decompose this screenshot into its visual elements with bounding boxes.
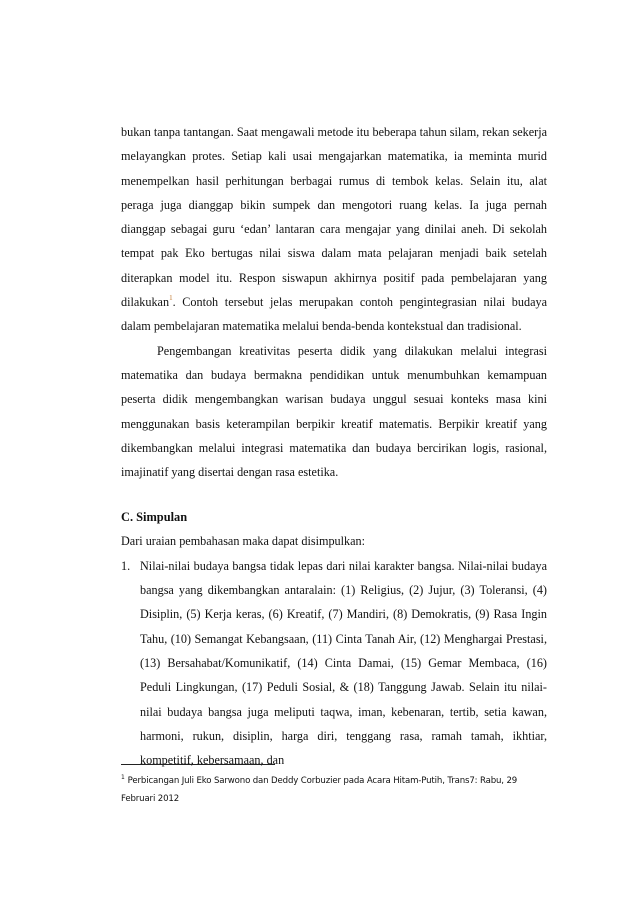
footnote-text: Perbicangan Juli Eko Sarwono dan Deddy Corbuzier pada Acara Hitam-Putih, Trans7: Rabu, 29 Februari 2012	[121, 776, 518, 804]
body-paragraph-1	[121, 120, 547, 339]
list-item-text: Nilai-nilai budaya bangsa tidak lepas dari nilai karakter bangsa. Nilai-nilai budaya bangsa yang dikembangkan antaralain: (1) Religius, (2) Jujur, (3) Toleransi, (4) Disiplin, (5) Kerja keras, (6) Kreatif, (7) Mandiri, (8) Demokratis, (9) Rasa Ingin Tahu, (10) Semangat Kebangsaan, (11) Cinta Tanah Air, (12) Menghargai Prestasi, (13) Bersahabat/Komunikatif, (14) Cinta Damai, (15) Gemar Membaca, (16) Peduli Lingkungan, (17) Peduli Sosial, & (18) Tanggung Jawab. Selain itu nilai-nilai budaya bangsa juga meliputi taqwa, iman, kebenaran, tertib, setia kawan, harmoni, rukun, disiplin, harga diri, tenggang rasa, ramah tamah, ikhtiar, kompetitif, kebersamaan, dan	[140, 558, 547, 768]
section-intro: Dari uraian pembahasan maka dapat disimpulkan:	[121, 534, 366, 549]
footnote	[121, 772, 551, 808]
footnote-divider	[121, 764, 275, 765]
list-item	[121, 554, 547, 773]
paragraph-1-text: bukan tanpa tantangan. Saat mengawali metode itu beberapa tahun silam, rekan sekerja melayangkan protes. Setiap kali usai mengajarkan matematika, ia meminta murid menempelkan hasil perhitungan berbagai rumus di tembok kelas. Selain itu, alat peraga juga dianggap bikin sumpek dan mengotori ruang kelas. Ia juga pernah dianggap sebagai guru ‘edan’ lantaran cara mengajar yang dinilai aneh. Di sekolah tempat pak Eko bertugas nilai siswa dalam mata pelajaran menjadi baik setelah diterapkan model itu. Respon siswapun akhirnya positif pada pembelajaran yang dilakukan	[121, 125, 547, 310]
body-paragraph-2: Pengembangan kreativitas peserta didik yang dilakukan melalui integrasi matematika dan budaya bermakna pendidikan untuk menumbuhkan kemampuan peserta didik mengembangkan warisan budaya unggul sesuai konteks masa kini menggunakan basis keterampilan berpikir kreatif matematis. Berpikir kreatif yang dikembangkan melalui integrasi matematika dan budaya bercirikan logis, rasional, imajinatif yang disertai dengan rasa estetika.	[121, 343, 547, 480]
page-content	[121, 120, 547, 772]
section-spacer	[121, 484, 547, 505]
footnote-reference[interactable]: 1	[169, 294, 173, 303]
footnote-number: 1	[121, 774, 125, 781]
section-heading: C. Simpulan	[121, 510, 188, 525]
paragraph-1-continuation: . Contoh tersebut jelas merupakan contoh pengintegrasian nilai budaya dalam pembelajaran matematika melalui benda-benda kontekstual dan tradisional.	[121, 295, 547, 334]
list-item-number: 1.	[121, 558, 131, 573]
